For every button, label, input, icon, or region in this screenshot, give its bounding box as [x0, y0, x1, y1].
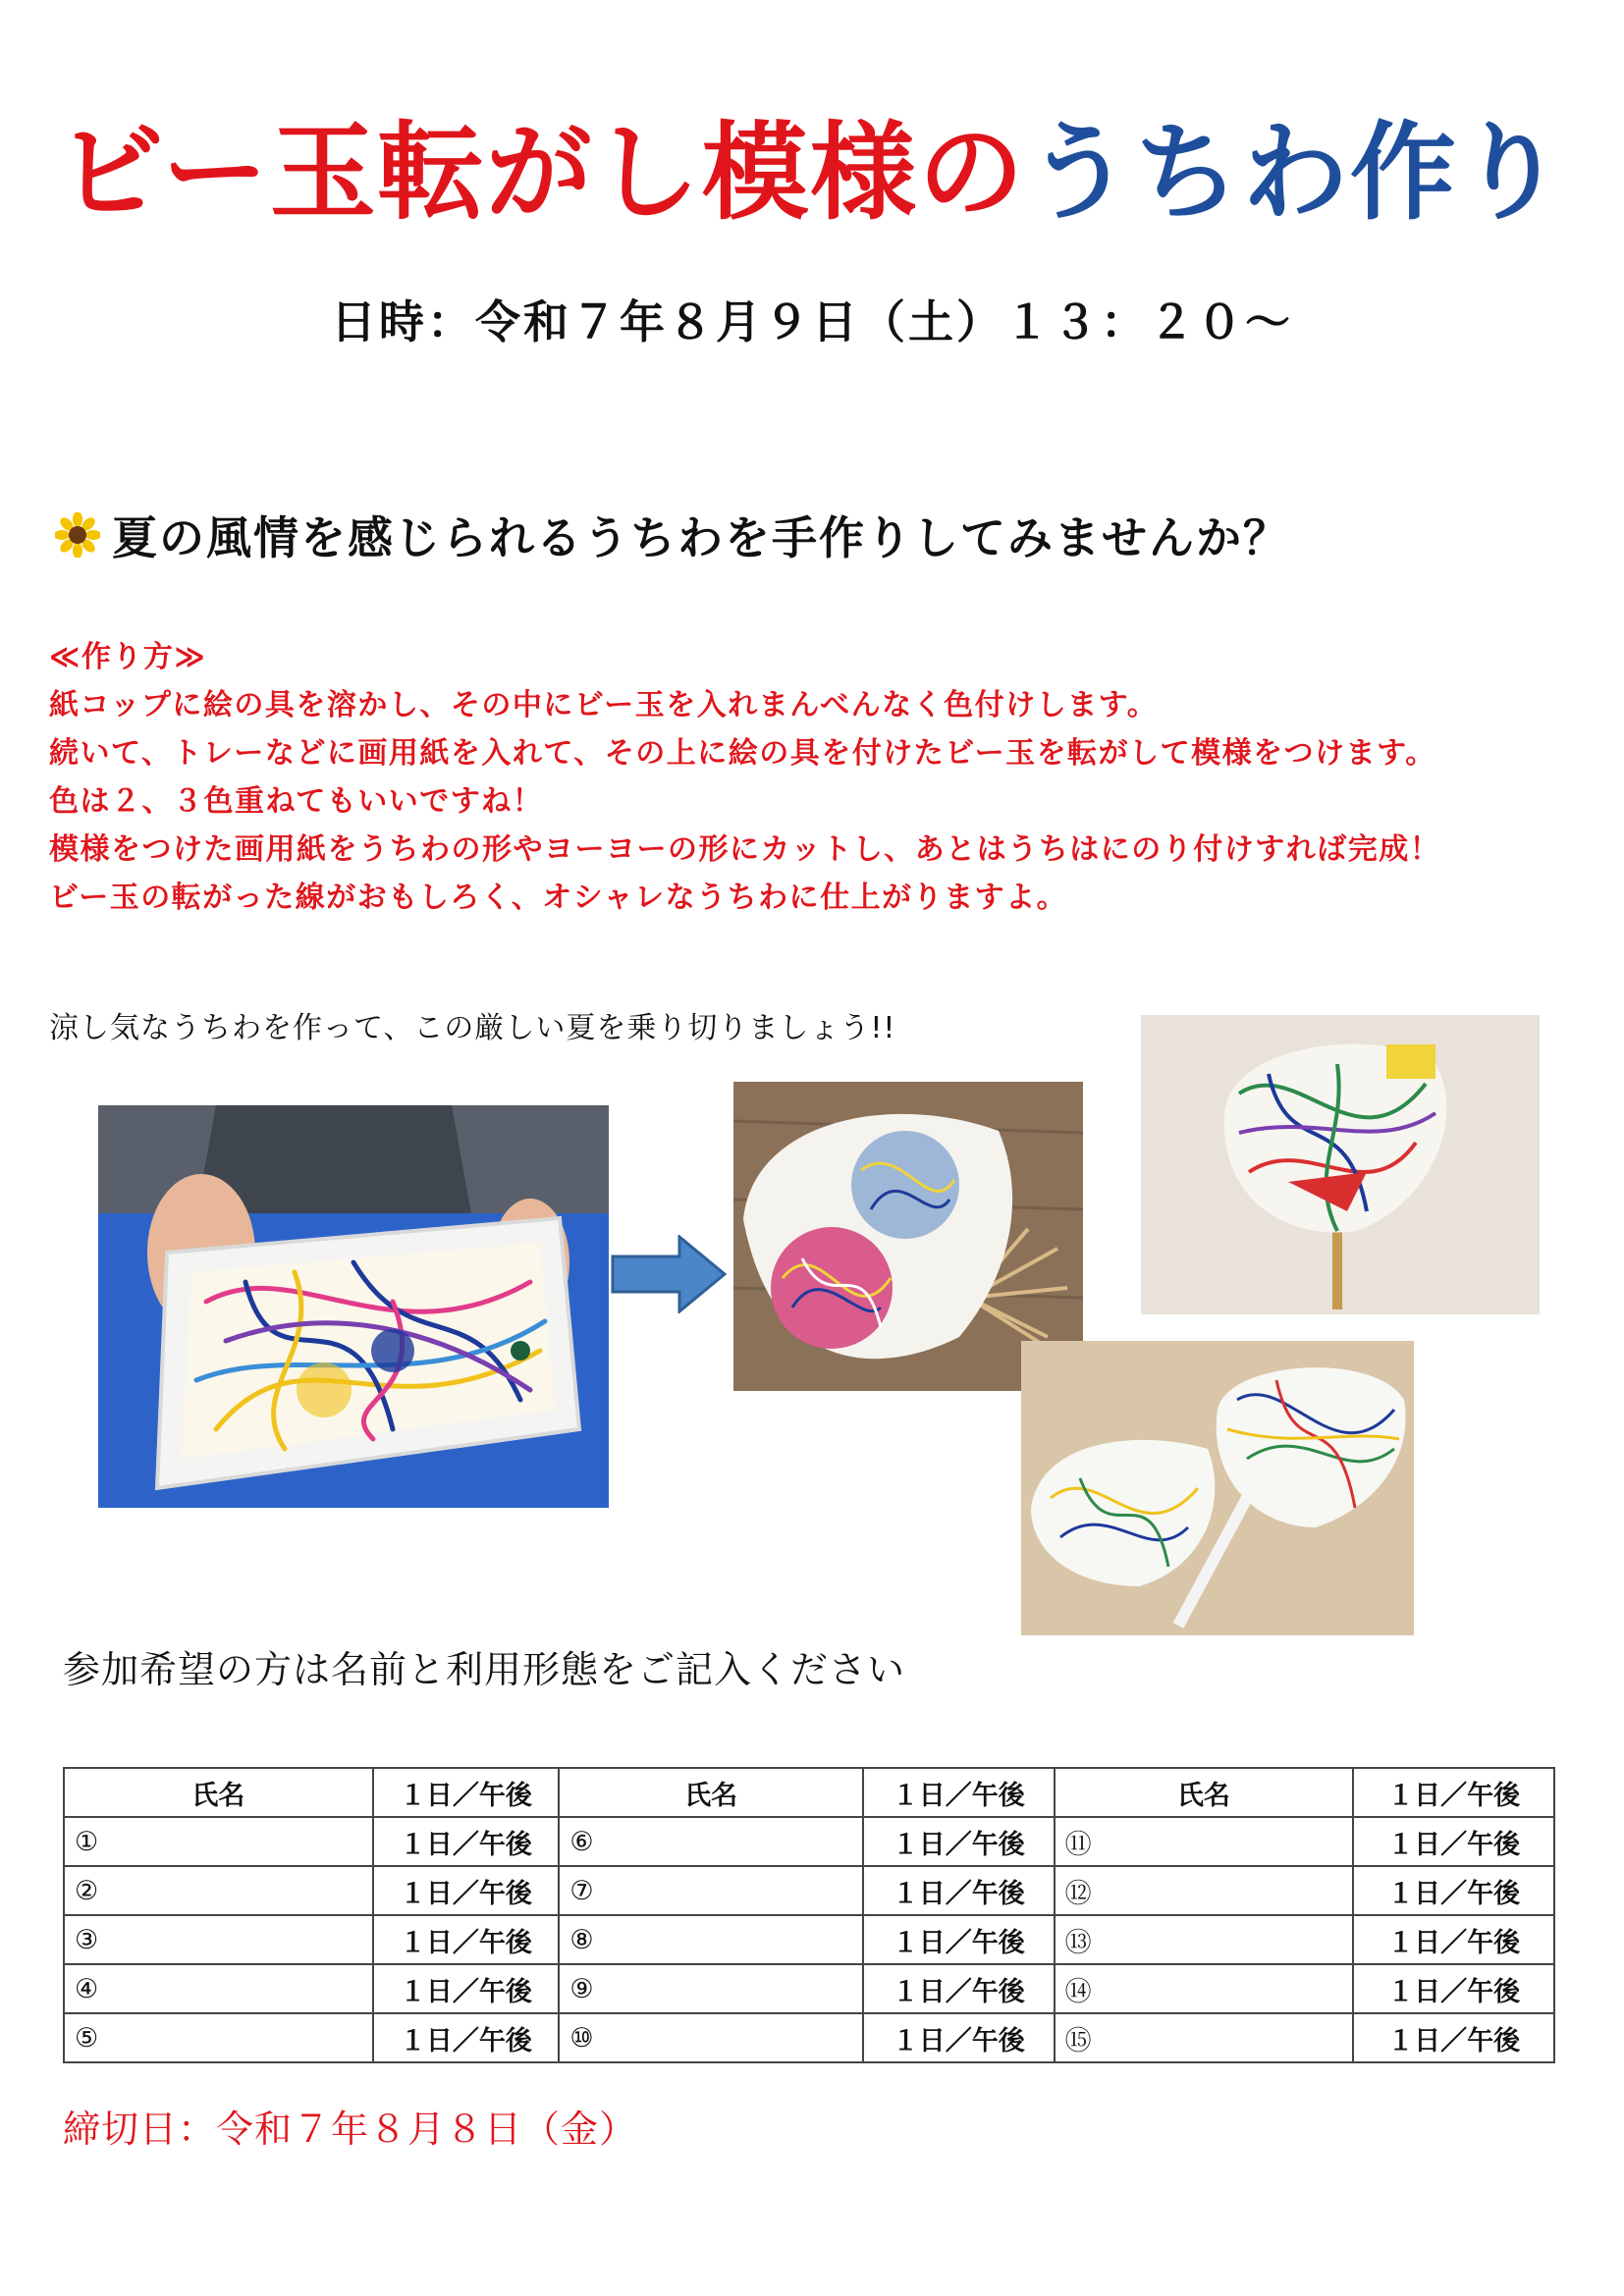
header-name: 氏名 — [1055, 1768, 1354, 1817]
page-title — [0, 112, 1624, 235]
signup-note: 参加希望の方は名前と利用形態をご記入ください — [63, 1648, 906, 1691]
type-cell[interactable]: １日／午後 — [863, 1866, 1055, 1915]
fan-photo-light — [1141, 1015, 1540, 1314]
name-cell[interactable]: ⑭ — [1055, 1964, 1354, 2013]
title-red-part: ビー玉転がし模様の — [58, 112, 1026, 235]
type-cell[interactable]: １日／午後 — [373, 1964, 560, 2013]
name-cell[interactable]: ⑥ — [559, 1817, 863, 1866]
name-cell[interactable]: ⑬ — [1055, 1915, 1354, 1964]
howto-line: 紙コップに絵の具を溶かし、その中にビー玉を入れまんべんなく色付けします。 — [49, 688, 1159, 722]
table-row — [64, 1866, 1554, 1915]
type-cell[interactable]: １日／午後 — [1353, 1915, 1554, 1964]
header-type: １日／午後 — [1353, 1768, 1554, 1817]
type-cell[interactable]: １日／午後 — [1353, 1964, 1554, 2013]
howto-line: 続いて、トレーなどに画用紙を入れて、その上に絵の具を付けたビー玉を転がして模様をつけます。 — [49, 736, 1436, 771]
registration-table — [63, 1767, 1555, 2063]
name-cell[interactable]: ⑦ — [559, 1866, 863, 1915]
name-cell[interactable]: ③ — [64, 1915, 373, 1964]
name-cell[interactable]: ⑨ — [559, 1964, 863, 2013]
name-cell[interactable]: ⑧ — [559, 1915, 863, 1964]
title-blue-part: うちわ作り — [1025, 112, 1566, 235]
header-type: １日／午後 — [373, 1768, 560, 1817]
table-row — [64, 1915, 1554, 1964]
table-row — [64, 2013, 1554, 2062]
table-row — [64, 1964, 1554, 2013]
type-cell[interactable]: １日／午後 — [863, 2013, 1055, 2062]
type-cell[interactable]: １日／午後 — [373, 1915, 560, 1964]
name-cell[interactable]: ⑪ — [1055, 1817, 1354, 1866]
right-arrow-icon — [611, 1235, 727, 1313]
howto-line: 色は２、３色重ねてもいいですね！ — [49, 784, 544, 819]
table-row — [64, 1817, 1554, 1866]
type-cell[interactable]: １日／午後 — [1353, 1866, 1554, 1915]
howto-section — [49, 633, 1440, 922]
type-cell[interactable]: １日／午後 — [863, 1964, 1055, 2013]
fan-photo-white — [1021, 1341, 1414, 1635]
type-cell[interactable]: １日／午後 — [863, 1817, 1055, 1866]
howto-heading: ≪作り方≫ — [49, 640, 207, 674]
name-cell[interactable]: ⑮ — [1055, 2013, 1354, 2062]
name-cell[interactable]: ⑤ — [64, 2013, 373, 2062]
howto-line: ビー玉の転がった線がおもしろく、オシャレなうちわに仕上がりますよ。 — [49, 881, 1068, 915]
header-type: １日／午後 — [863, 1768, 1055, 1817]
type-cell[interactable]: １日／午後 — [373, 1866, 560, 1915]
name-cell[interactable]: ② — [64, 1866, 373, 1915]
name-cell[interactable]: ④ — [64, 1964, 373, 2013]
type-cell[interactable]: １日／午後 — [373, 2013, 560, 2062]
catch-copy-text: 夏の風情を感じられるうちわを手作りしてみませんか？ — [112, 511, 1290, 564]
sunflower-icon — [55, 512, 100, 558]
howto-line: 模様をつけた画用紙をうちわの形やヨーヨーの形にカットし、あとはうちはにのり付けすれば完成！ — [49, 832, 1441, 867]
type-cell[interactable]: １日／午後 — [1353, 2013, 1554, 2062]
name-cell[interactable]: ① — [64, 1817, 373, 1866]
name-cell[interactable]: ⑫ — [1055, 1866, 1354, 1915]
header-name: 氏名 — [64, 1768, 373, 1817]
deadline-text: 締切日：令和７年８月８日（金） — [63, 2108, 638, 2151]
header-name: 氏名 — [559, 1768, 863, 1817]
type-cell[interactable]: １日／午後 — [373, 1817, 560, 1866]
table-header-row — [64, 1768, 1554, 1817]
event-datetime: 日時：令和７年８月９日（土）１３：２０～ — [331, 295, 1293, 348]
name-cell[interactable]: ⑩ — [559, 2013, 863, 2062]
catch-copy-row — [55, 503, 1290, 567]
lead-text: 涼し気なうちわを作って、この厳しい夏を乗り切りましょう!! — [49, 1011, 896, 1045]
type-cell[interactable]: １日／午後 — [1353, 1817, 1554, 1866]
tray-photo — [98, 1105, 609, 1508]
type-cell[interactable]: １日／午後 — [863, 1915, 1055, 1964]
